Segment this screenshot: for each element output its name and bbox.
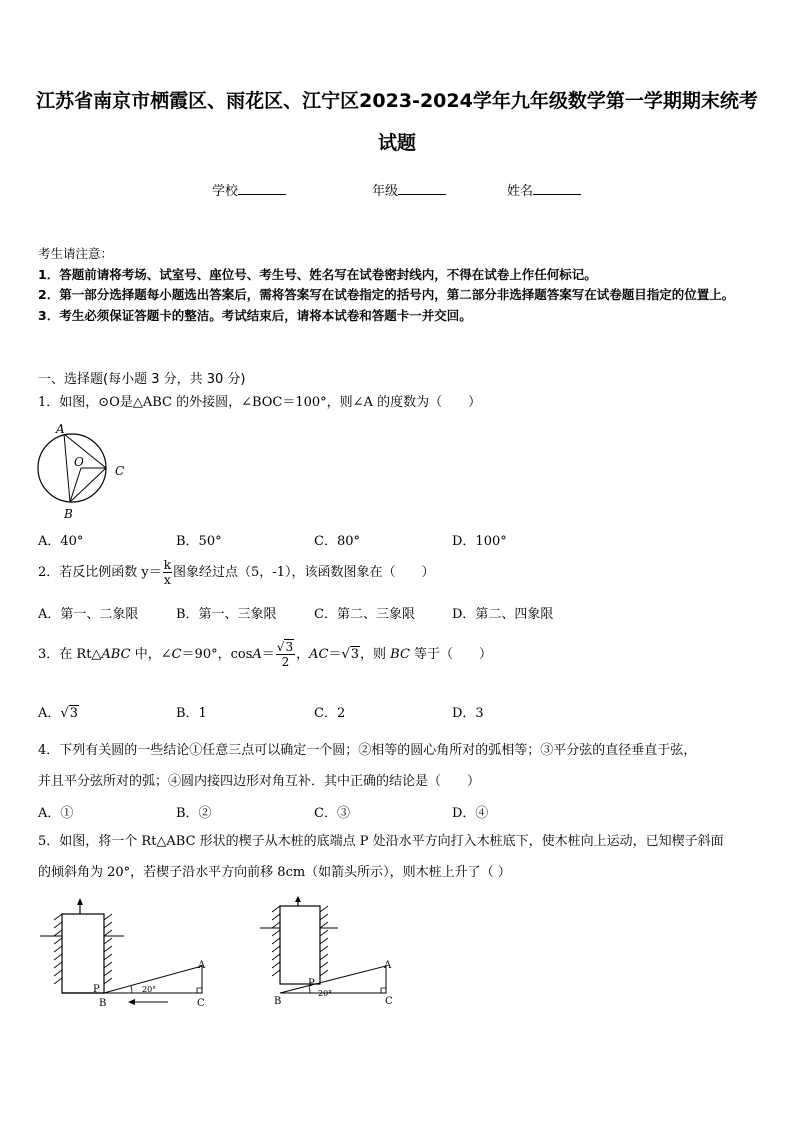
q3-option-a-prefix: A． [38,706,61,721]
q4-option-a[interactable]: A．① [38,806,74,821]
q2-option-d[interactable]: D．第二、四象限 [452,607,554,622]
q2-prefix: 2．若反比例函数 y＝ [38,565,162,580]
q2-option-a[interactable]: A．第一、二象限 [38,607,139,622]
grade-label: 年级 [372,184,399,199]
grade-field [372,180,446,199]
question-1-text: 1．如图，⊙O是△ABC 的外接圆，∠BOC＝100°，则∠A 的度数为（ ） [38,395,482,410]
question-5-text [38,826,758,888]
q1-label-b: B [64,507,73,520]
sqrt-sign: √3 [341,647,360,662]
q3-option-d[interactable]: D．3 [452,706,484,721]
sqrt-sign: √3 [60,706,78,721]
q3-frac-radicand: 3 [285,640,294,654]
page-title: 江苏省南京市栖霞区、雨花区、江宁区2023-2024学年九年级数学第一学期期末统考试题 [36,90,758,154]
q3-text-part: 中，∠ [130,647,172,662]
question-3-text [38,640,492,669]
q3-option-a[interactable] [38,702,79,721]
q2-frac-num: k [163,558,172,572]
q1-label-c: C [115,464,125,478]
q3-triangle-name: ABC [101,647,131,662]
q3-angle-a: A [252,647,262,662]
question-4-text [38,735,758,797]
q5-fig1-label-b: B [99,998,107,1009]
school-blank[interactable] [238,182,286,195]
q2-option-b[interactable]: B．第一、三象限 [176,607,277,622]
q5-fig1-label-a: A [198,960,206,971]
q4-option-b[interactable]: B．② [176,806,212,821]
q3-side-bc: BC [390,647,410,662]
q3-text-part: 3．在 Rt△ [38,647,102,662]
q3-fraction [276,640,295,669]
q5-fig1-label-c: C [197,998,205,1009]
q3-text-part: 等于（ ） [409,647,493,662]
grade-blank[interactable] [398,182,446,195]
q1-label-a: A [56,422,65,436]
q3-option-c[interactable]: C．2 [314,706,346,721]
q3-radicand: 3 [350,647,360,662]
q4-option-c[interactable]: C．③ [314,806,350,821]
school-label: 学校 [212,184,239,199]
q3-text-part: ， [296,647,310,662]
notes-block [38,244,758,326]
q5-line-2: 的倾斜角为 20°，若楔子沿水平方向前移 8cm（如箭头所示），则木桩上升了（ ） [38,865,511,880]
sqrt-sign: √3 [276,640,294,654]
note-item: 1．答题前请将考场、试室号、座位号、考生号、姓名写在试卷密封线内，不得在试卷上作任何标记。 [38,266,597,282]
notes-heading: 考生请注意： [38,246,114,261]
q3-frac-num [276,640,295,655]
note-item: 3．考生必须保证答题卡的整洁。考试结束后，请将本试卷和答题卡一并交回。 [38,307,472,323]
q4-line-2: 并且平分弦所对的弧；④圆内接四边形对角互补．其中正确的结论是（ ） [38,774,481,789]
q3-text-part: ＝ [328,647,342,662]
q5-fig1-label-p: P [93,984,100,995]
q3-option-b[interactable]: B．1 [176,706,207,721]
school-field [212,180,286,199]
note-item: 2．第一部分选择题每小题选出答案后，需将答案写在试卷指定的括号内，第二部分非选择题答案写在试卷题目指定的位置上。 [38,287,735,302]
q5-fig2-angle: 20° [318,989,333,998]
q4-option-d[interactable]: D．④ [452,806,489,821]
q1-label-o: O [74,455,84,469]
q3-text-part: ＝ [261,647,275,662]
q5-fig1-angle: 20° [142,985,157,994]
q5-fig2-label-a: A [384,960,392,971]
q5-figure-after [258,896,408,1012]
name-field [507,180,581,199]
q3-text-part: ，则 [360,647,391,662]
q2-suffix: 图象经过点（5，-1），该函数图象在（ ） [173,565,435,580]
q1-option-c[interactable]: C．80° [314,534,360,549]
q1-option-b[interactable]: B．50° [176,534,222,549]
q5-fig2-label-p: P [308,978,315,989]
q3-text-part: ＝90°，cos [181,647,253,662]
q5-line-1: 5．如图，将一个 Rt△ABC 形状的楔子从木桩的底端点 P 处沿水平方向打入木桩底下，使木桩向上运动，已知楔子斜面 [38,834,724,849]
q2-option-c[interactable]: C．第二、三象限 [314,607,415,622]
q2-frac-den: x [164,573,171,587]
q3-frac-den: 2 [281,655,290,669]
q4-line-1: 4．下列有关圆的一些结论①任意三点可以确定一个圆；②相等的圆心角所对的弧相等；③平分弦的直径垂直于弦， [38,743,697,758]
q1-circle-figure [34,420,134,520]
name-label: 姓名 [507,184,534,199]
q3-option-a-radicand: 3 [69,706,78,721]
section-heading: 一、选择题(每小题 3 分，共 30 分) [38,372,246,387]
name-blank[interactable] [533,182,581,195]
q1-option-d[interactable]: D．100° [452,534,507,549]
q2-fraction [163,558,172,587]
q3-angle-c: C [171,647,182,662]
q5-fig2-label-b: B [274,996,282,1007]
q5-figure-before [36,896,216,1012]
q1-option-a[interactable]: A．40° [38,534,84,549]
question-2-text [38,558,434,587]
q3-side-ac: AC [309,647,329,662]
q5-fig2-label-c: C [385,996,393,1007]
